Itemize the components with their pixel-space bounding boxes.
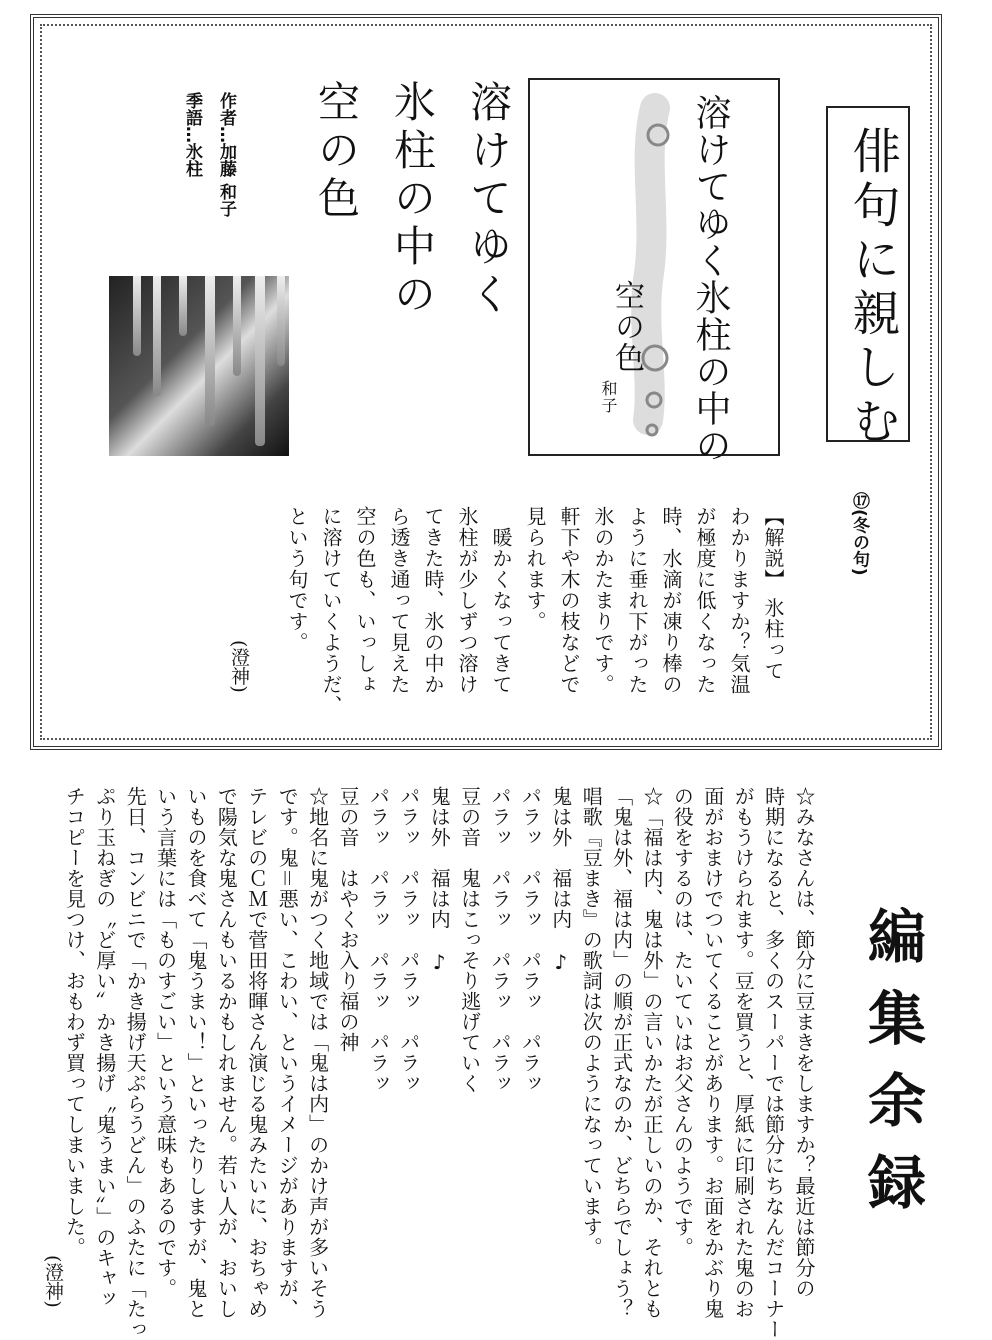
- commentary-line: が極度に低くなった: [693, 506, 717, 695]
- calligraphy-signature: 和子: [599, 380, 618, 414]
- commentary-line: わかりますか？気温: [727, 506, 751, 695]
- calligraphy-panel: [528, 78, 780, 464]
- editor-line: いう言葉には「ものすごい」という意味もあるのです。: [153, 786, 178, 1299]
- editor-line: 時期になると、多くのスーパーでは節分にちなんだコーナー: [761, 786, 786, 1340]
- editor-line: 鬼は外 福は内 ♪: [548, 786, 573, 975]
- commentary-line: 空の色も、いっしょ: [353, 506, 377, 695]
- commentary-line: てきた時、氷の中か: [421, 506, 445, 695]
- editor-line: の役をするのは、たいていはお父さんのようです。: [670, 786, 695, 1258]
- editor-credit: (澄神): [42, 1255, 64, 1308]
- commentary-line: 見られます。: [523, 506, 547, 632]
- editor-line: で陽気な鬼さんもいるかもしれません。若い人が、おいし: [214, 786, 239, 1319]
- commentary-line: ら透き通って見えた: [387, 506, 411, 695]
- issue-number: [848, 492, 870, 576]
- commentary-line: 暖かくなってきて: [489, 506, 513, 695]
- editor-line: テレビのＣＭで菅田将暉さん演じる鬼みたいに、おちゃめ: [244, 786, 269, 1319]
- icicle-photo: [109, 276, 289, 456]
- editor-line: 豆の音 鬼はこっそり逃げていく: [457, 786, 482, 1094]
- haiku-line-2: 氷柱の中の: [388, 80, 437, 320]
- haiku-author: 作者…加藤 和子: [216, 92, 236, 217]
- editor-line: 先日、コンビニで「かき揚げ天ぷらうどん」のふたに「たっ: [123, 786, 148, 1340]
- commentary-line: 軒下や木の枝などで: [557, 506, 581, 695]
- editor-line: です。鬼＝悪い、こわい、というイメージがありますが、: [275, 786, 300, 1319]
- editor-line: パラッ パラッ パラッ パラッ: [396, 786, 421, 1094]
- section-title: 俳句に親しむ: [844, 126, 900, 450]
- commentary-line: 時、水滴が凍り棒の: [659, 506, 683, 695]
- editor-line: チコピーを見つけ、おもわず買ってしまいました。: [62, 786, 87, 1258]
- commentary-line: 氷柱が少しずつ溶け: [455, 506, 479, 695]
- calligraphy-text-main: 溶けてゆく氷柱の中の: [690, 94, 731, 464]
- haiku-season-word: 季語…氷柱: [182, 92, 202, 177]
- commentary-line: ように垂れ下がった: [625, 506, 649, 695]
- commentary-line: 【解説】 氷柱って: [761, 506, 785, 682]
- editor-line: 鬼は外 福は内 ♪: [427, 786, 452, 975]
- editor-line: がもうけられます。豆を買うと、厚紙に印刷された鬼のお: [731, 786, 756, 1319]
- editor-line: 「鬼は外、福は内」の順が正式なのか、どちらでしょう？: [609, 786, 634, 1319]
- editor-line: 豆の音 はやくお入り福の神: [336, 786, 360, 1053]
- editor-line: ☆みなさんは、節分に豆まきをしますか？最近は節分の: [792, 786, 816, 1299]
- commentary-line: という句です。: [285, 506, 309, 653]
- issue-category: (冬の句): [849, 509, 869, 576]
- issue-number-value: ⑰: [849, 492, 869, 509]
- haiku-line-1: 溶けてゆく: [464, 80, 513, 320]
- editor-section-title: 編集余録: [858, 906, 926, 1234]
- commentary-line: に溶けていくようだ、: [319, 506, 343, 716]
- haiku-line-3: 空の色: [312, 80, 361, 224]
- editor-line: パラッ パラッ パラッ パラッ: [518, 786, 543, 1094]
- editor-line: パラッ パラッ パラッ パラッ: [488, 786, 512, 1094]
- calligraphy-text-second: 空の色: [609, 280, 644, 373]
- commentary-credit: (澄神): [228, 640, 250, 693]
- commentary-line: 氷のかたまりです。: [591, 506, 615, 695]
- editor-line: パラッ パラッ パラッ パラッ: [366, 786, 391, 1094]
- editor-line: 面がおまけでついてくることがあります。お面をかぶり鬼: [700, 786, 725, 1319]
- editor-line: いものを食べて「鬼うまい！」といったりしますが、鬼と: [184, 786, 208, 1319]
- editor-line: ぷり玉ねぎの〝ど厚い〟かき揚げ〝鬼うまい〟」のキャッ: [92, 786, 117, 1309]
- section-title-box: [826, 106, 910, 450]
- editor-line: ☆地名に鬼がつく地域では「鬼は内」のかけ声が多いそう: [305, 786, 330, 1319]
- calligraphy-brush-strokes: [530, 80, 782, 458]
- editor-line: ☆「福は内、鬼は外」の言いかたが正しいのか、それとも: [640, 786, 664, 1319]
- editor-line: 唱歌『豆まき』の歌詞は次のようになっています。: [579, 786, 604, 1258]
